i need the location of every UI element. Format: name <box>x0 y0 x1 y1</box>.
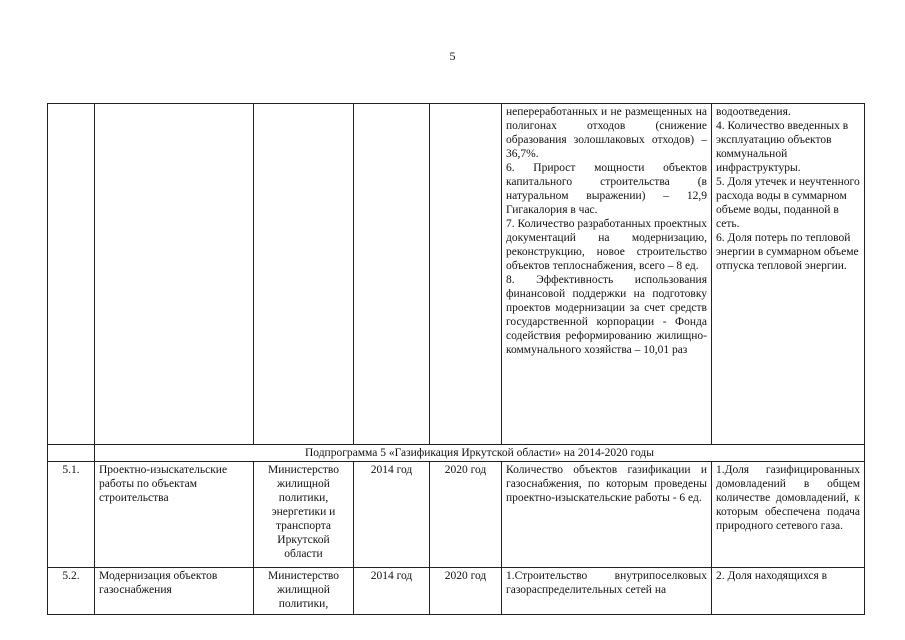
result-text: водоотведения. <box>716 106 791 118</box>
row-executor: Министерство жилищной политики, энергетики и транспорта Иркутской области <box>254 462 354 568</box>
indicator-text: непереработанных и не размещенных на полигонах отходов (снижение образования золошлаковых отходов) – 36,7%. <box>506 106 707 160</box>
subprogram-header-row <box>48 445 865 462</box>
result-text: 5. Доля утечек и неучтенного расхода воды в суммарном объеме воды, поданной в сеть. <box>716 176 860 230</box>
cell-name-empty <box>95 104 254 445</box>
indicator-text: 7. Количество разработанных проектных документаций на модернизацию, реконструкцию, новое строительство объектов теплоснабжения, всего – 8 ед. <box>506 218 707 272</box>
row-start: 2014 год <box>354 462 430 568</box>
results-cell <box>712 104 865 445</box>
indicator-text: 6. Прирост мощности объектов капитального строительства (в натуральном выражении) – 12,9 Гигакалория в час. <box>506 162 707 216</box>
cell-end-empty <box>430 104 502 445</box>
row-end: 2020 год <box>430 462 502 568</box>
row-number: 5.2. <box>48 568 95 615</box>
indicator-text: 8. Эффективность использования финансовой поддержки на подготовку проектов модернизации за счет средств государственной корпорации - Фонда содействия реформированию жилищно-коммунального хозяйства – 10,01 раз <box>506 274 707 356</box>
row-executor: Министерство жилищной политики, <box>254 568 354 615</box>
program-table <box>47 103 865 615</box>
row-indicator: 1.Строительство внутрипоселковых газораспределительных сетей на <box>502 568 712 615</box>
page-number: 5 <box>449 49 456 63</box>
continued-row <box>48 104 865 445</box>
cell-executor-empty <box>254 104 354 445</box>
indicators-cell <box>502 104 712 445</box>
cell-num-empty <box>48 445 95 462</box>
result-text: 6. Доля потерь по тепловой энергии в суммарном объеме отпуска тепловой энергии. <box>716 232 859 272</box>
cell-start-empty <box>354 104 430 445</box>
table-row <box>48 568 865 615</box>
row-name: Модернизация объектов газоснабжения <box>95 568 254 615</box>
subprogram-title: Подпрограмма 5 «Газификация Иркутской области» на 2014-2020 годы <box>95 445 865 462</box>
row-name: Проектно-изыскательские работы по объектам строительства <box>95 462 254 568</box>
row-result: 1.Доля газифицированных домовладений в общем количестве домовладений, к которым обеспечена подача природного сетевого газа. <box>712 462 865 568</box>
row-number: 5.1. <box>48 462 95 568</box>
row-indicator: Количество объектов газификации и газоснабжения, по которым проведены проектно-изыскательские работы - 6 ед. <box>502 462 712 568</box>
row-end: 2020 год <box>430 568 502 615</box>
row-result: 2. Доля находящихся в <box>712 568 865 615</box>
cell-num-empty <box>48 104 95 445</box>
result-text: 4. Количество введенных в эксплуатацию объектов коммунальной инфраструктуры. <box>716 120 849 174</box>
row-start: 2014 год <box>354 568 430 615</box>
table-row <box>48 462 865 568</box>
